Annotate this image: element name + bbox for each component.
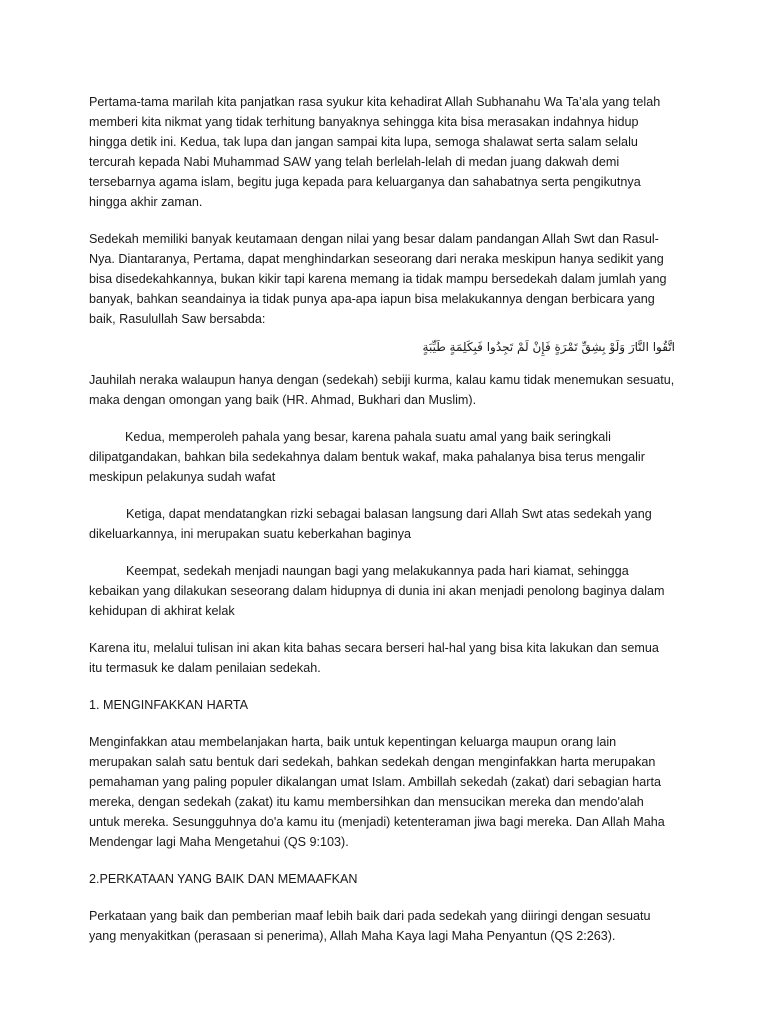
paragraph-sedekah-keutamaan: Sedekah memiliki banyak keutamaan dengan nilai yang besar dalam pandangan Allah Swt dan Rasul-Nya. Diantaranya, Pertama, dapat menghindarkan seseorang dari neraka meskipun hanya sedikit yang bisa disedekahkannya, bukan kikir tapi karena memang ia tidak mampu bersedekah dalam jumlah yang banyak, bahkan seandainya ia tidak punya apa-apa iapun bisa melakukannya dengan berbicara yang baik, Rasulullah Saw bersabda: — [89, 232, 667, 326]
arabic-hadith: اتَّقُوا النَّارَ وَلَوْ بِشِقِّ تَمْرَةٍ فَإِنْ لَمْ تَجِدُوا فَبِكَلِمَةٍ طَيِّبَةٍ — [422, 340, 675, 354]
paragraph-menginfakkan: Menginfakkan atau membelanjakan harta, baik untuk kepentingan keluarga maupun orang lain merupakan salah satu bentuk dari sedekah, bahkan sedekah dengan menginfakkan harta merupakan pemahaman yang paling populer dikalangan umat Islam. Ambillah sekedah (zakat) dari sebagian harta mereka, dengan sedekah (zakat) itu kamu membersihkan dan mensucikan mereka dan mendo'alah untuk mereka. Sesungguhnya do'a kamu itu (menjadi) ketenteraman jiwa bagi mereka. Dan Allah Maha Mendengar lagi Maha Mengetahui (QS 9:103). — [89, 735, 665, 849]
paragraph-karena-itu: Karena itu, melalui tulisan ini akan kita bahas secara berseri hal-hal yang bisa kita lakukan dan semua itu termasuk ke dalam penilaian sedekah. — [89, 641, 659, 675]
paragraph-keempat: Keempat, sedekah menjadi naungan bagi yang melakukannya pada hari kiamat, sehingga kebaikan yang dilakukan seseorang dalam hidupnya di dunia ini akan menjadi penolong baginya dalam kehidupan di akhirat kelak — [89, 564, 665, 618]
paragraph-hadith-translation: Jauhilah neraka walaupun hanya dengan (sedekah) sebiji kurma, kalau kamu tidak menemukan sesuatu, maka dengan omongan yang baik (HR. Ahmad, Bukhari dan Muslim). — [89, 373, 675, 407]
paragraph-perkataan: Perkataan yang baik dan pemberian maaf lebih baik dari pada sedekah yang diiringi dengan sesuatu yang menyakitkan (perasaan si penerima), Allah Maha Kaya lagi Maha Penyantun (QS 2:263). — [89, 909, 651, 943]
section-heading-menginfakkan-harta: 1. MENGINFAKKAN HARTA — [89, 698, 249, 712]
paragraph-ketiga: Ketiga, dapat mendatangkan rizki sebagai balasan langsung dari Allah Swt atas sedekah yang dikeluarkannya, ini merupakan suatu keberkahan baginya — [89, 507, 652, 541]
document-body — [89, 92, 675, 963]
section-heading-perkataan-baik: 2.PERKATAAN YANG BAIK DAN MEMAAFKAN — [89, 872, 358, 886]
paragraph-opening: Pertama-tama marilah kita panjatkan rasa syukur kita kehadirat Allah Subhanahu Wa Ta’ala yang telah memberi kita nikmat yang tidak terhitung banyaknya sehingga kita bisa merasakan indahnya hidup hingga detik ini. Kedua, tak lupa dan jangan sampai kita lupa, semoga shalawat serta salam selalu tercurah kepada Nabi Muhammad SAW yang telah berlelah-lelah di medan juang dakwah demi tersebarnya agama islam, begitu juga kepada para keluarganya dan sahabatnya serta pengikutnya hingga akhir zaman. — [89, 95, 661, 209]
paragraph-kedua: Kedua, memperoleh pahala yang besar, karena pahala suatu amal yang baik seringkali dilipatgandakan, bahkan bila sedekahnya dalam bentuk wakaf, maka pahalanya bisa terus mengalir meskipun pelakunya sudah wafat — [89, 430, 645, 484]
